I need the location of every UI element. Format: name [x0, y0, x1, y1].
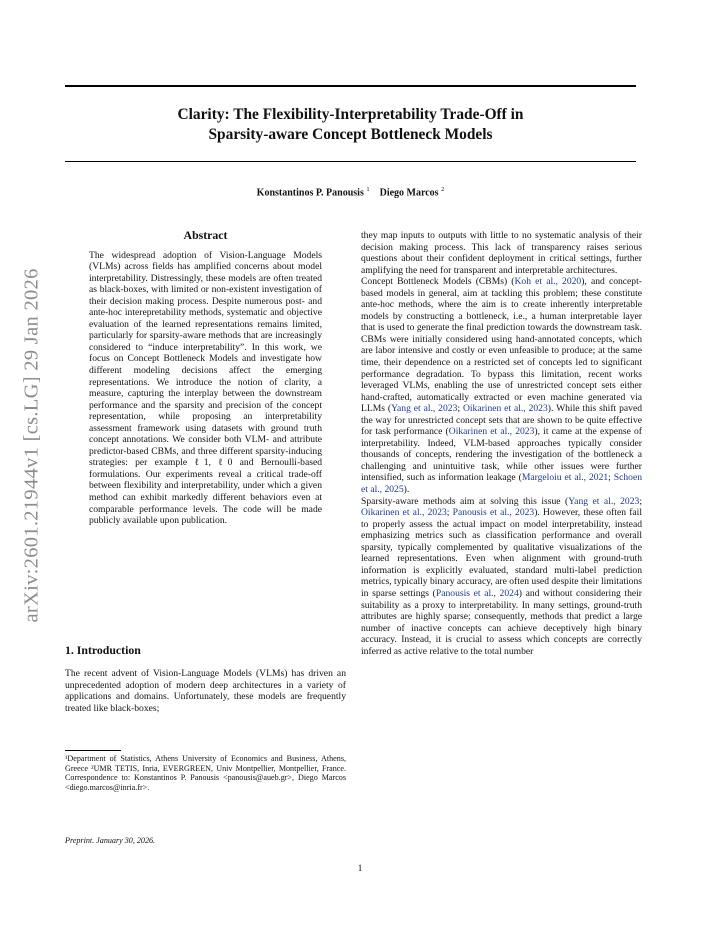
text-segment: ; [457, 403, 463, 415]
citation-link[interactable]: Oikarinen et al., 2023 [448, 426, 535, 438]
text-segment: ). While this shift paved the way for unrestricted concept sets that are shown to be quite effective for task performance ( [361, 403, 642, 438]
text-segment: ; [608, 472, 614, 484]
text-segment: ) and without considering their suitability as a proxy to interpretability. In many settings, ground-truth attributes are highly sparse; consequently, methods that predict a large number of inactive concepts can achieve deceptively high binary accuracy. Instead, it is crucial to assess which concepts are correctly inferred as active relative to the total number [361, 587, 643, 657]
author-name: Konstantinos P. Panousis [256, 187, 364, 199]
paper-title-line-2: Sparsity-aware Concept Bottleneck Models [208, 126, 493, 143]
footnote-divider [65, 750, 121, 751]
affiliation-footnote: ¹Department of Statistics, Athens University of Economics and Business, Athens, Greece ²UMR TETIS, Inria, EVERGREEN, Univ Montpellier, Montpellier, France. Correspondence to: Konstantinos P. Panousis <panousis@aueb.gr>, Diego Marcos <diego.marcos@inria.fr>. [65, 754, 346, 793]
paper-title-line-1: Clarity: The Flexibility-Interpretability Trade-Off in [177, 106, 524, 123]
text-segment: ). However, these often fail to properly assess the actual impact on model interpretability, instead emphasizing metrics such as classification performance and overall sparsity, typically complemented by qualitative visualizations of the learned representations. Even when alignment with ground-truth information is explicitly evaluated, standard multi-label prediction metrics, typically binary accuracy, are often used despite their limitations in sparse settings ( [361, 507, 642, 599]
right-column [361, 230, 642, 657]
text-segment: ; [446, 507, 453, 519]
citation-link[interactable]: Oikarinen et al., 2023 [361, 507, 447, 519]
abstract-text: The widespread adoption of Vision-Language Models (VLMs) across fields has amplified concerns about model interpretability. Distressingly, these models are often treated as black-boxes, with limited or non-existent investigation of their decision making process. Despite numerous post- and ante-hoc interepretability methods, systematic and objective evaluation of the learned representations remains limited, particularly for sparsity-aware methods that are increasingly considered to “induce interpretability”. In this work, we focus on Concept Bottleneck Models and investigate how different modeling decisions affect the emerging representations. We introduce the notion of clarity, a measure, capturing the interplay between the downstream performance and the sparsity and precision of the concept representation, while proposing an interpretability assessment framework using datasets with ground truth concept annotations. We consider both VLM- and attribute predictor-based CBMs, and three different sparsity-inducing strategies: per example ℓ1, ℓ0 and Bernoulli-based formulations. Our experiments reveal a critical trade-off between flexibility and interpretability, under which a given method can exhibit markedly different behaviors even at comparable performance levels. The code will be made publicly available upon publication. [89, 249, 322, 527]
citation-link[interactable]: Yang et al., 2023 [568, 495, 640, 507]
citation-link[interactable]: Margeloiu et al., 2021 [521, 472, 609, 484]
section-heading-introduction: 1. Introduction [65, 643, 141, 657]
left-column [65, 228, 346, 845]
author-list [65, 186, 636, 198]
text-segment: Concept Bottleneck Models (CBMs) ( [361, 276, 515, 288]
citation-link[interactable]: Yang et al., 2023 [391, 403, 458, 415]
author-name: Diego Marcos [379, 187, 439, 199]
text-segment: ), and concept-based models in general, aim at tackling this problem; these constitute ante-hoc methods, where the aim is to create inherently interpretable models by constructing a bottleneck, i.e., a human interpretable layer that is used to generate the final prediction towards the downstream task. CBMs were initially considered using hand-annotated concepts, which are labor intensive and costly or even unfeasible to produce; at the same time, their dependence on a restricted set of concepts led to significant performance degradation. To bypass this limitation, recent works leveraged VLMs, enabling the use of unrestricted concept sets either hand-crafted, automatically extracted or even machine generated via LLMs ( [361, 276, 642, 415]
citation-link[interactable]: Panousis et al., 2024 [435, 587, 519, 599]
preprint-note: Preprint. January 30, 2026. [65, 836, 156, 845]
arxiv-watermark: arXiv:2601.21944v1 [cs.LG] 29 Jan 2026 [20, 268, 43, 623]
introduction-paragraph: The recent advent of Vision-Language Models (VLMs) has driven an unprecedented adoption of modern deep architectures in a variety of applications and domains. Unfortunately, these models are frequently treated like black-boxes; [65, 668, 346, 714]
author-affiliation-mark: 2 [441, 186, 445, 193]
intro-paragraph-continued: they map inputs to outputs with little to no systematic analysis of their decision making process. This lack of transparency raises serious questions about their confident deployment in critical settings, further amplifying the need for transparent and interpretable architectures. [361, 230, 642, 276]
paper-title [65, 105, 636, 145]
text-segment: ). [403, 484, 410, 496]
text-segment: ; [639, 495, 642, 507]
title-rule-top [65, 85, 636, 87]
cbm-paragraph [361, 276, 642, 495]
author-affiliation-mark: 1 [366, 186, 370, 193]
citation-link[interactable]: Oikarinen et al., 2023 [462, 403, 548, 415]
title-rule-bottom [65, 161, 636, 162]
sparsity-paragraph [361, 496, 642, 658]
text-segment: ), it came at the expense of interpretability. Indeed, VLM-based approaches typically consider thousands of concepts, rendering the investigation of the bottleneck a challenging and unintuitive task, while other issues were further intensified, such as information leakage ( [361, 426, 642, 484]
page-number: 1 [357, 863, 363, 874]
citation-link[interactable]: Schoen et al., 2025 [361, 472, 642, 496]
citation-link[interactable]: Koh et al., 2020 [514, 276, 582, 288]
abstract-heading: Abstract [183, 228, 228, 242]
text-segment: Sparsity-aware methods aim at solving this issue ( [361, 495, 569, 507]
citation-link[interactable]: Panousis et al., 2023 [452, 507, 535, 519]
